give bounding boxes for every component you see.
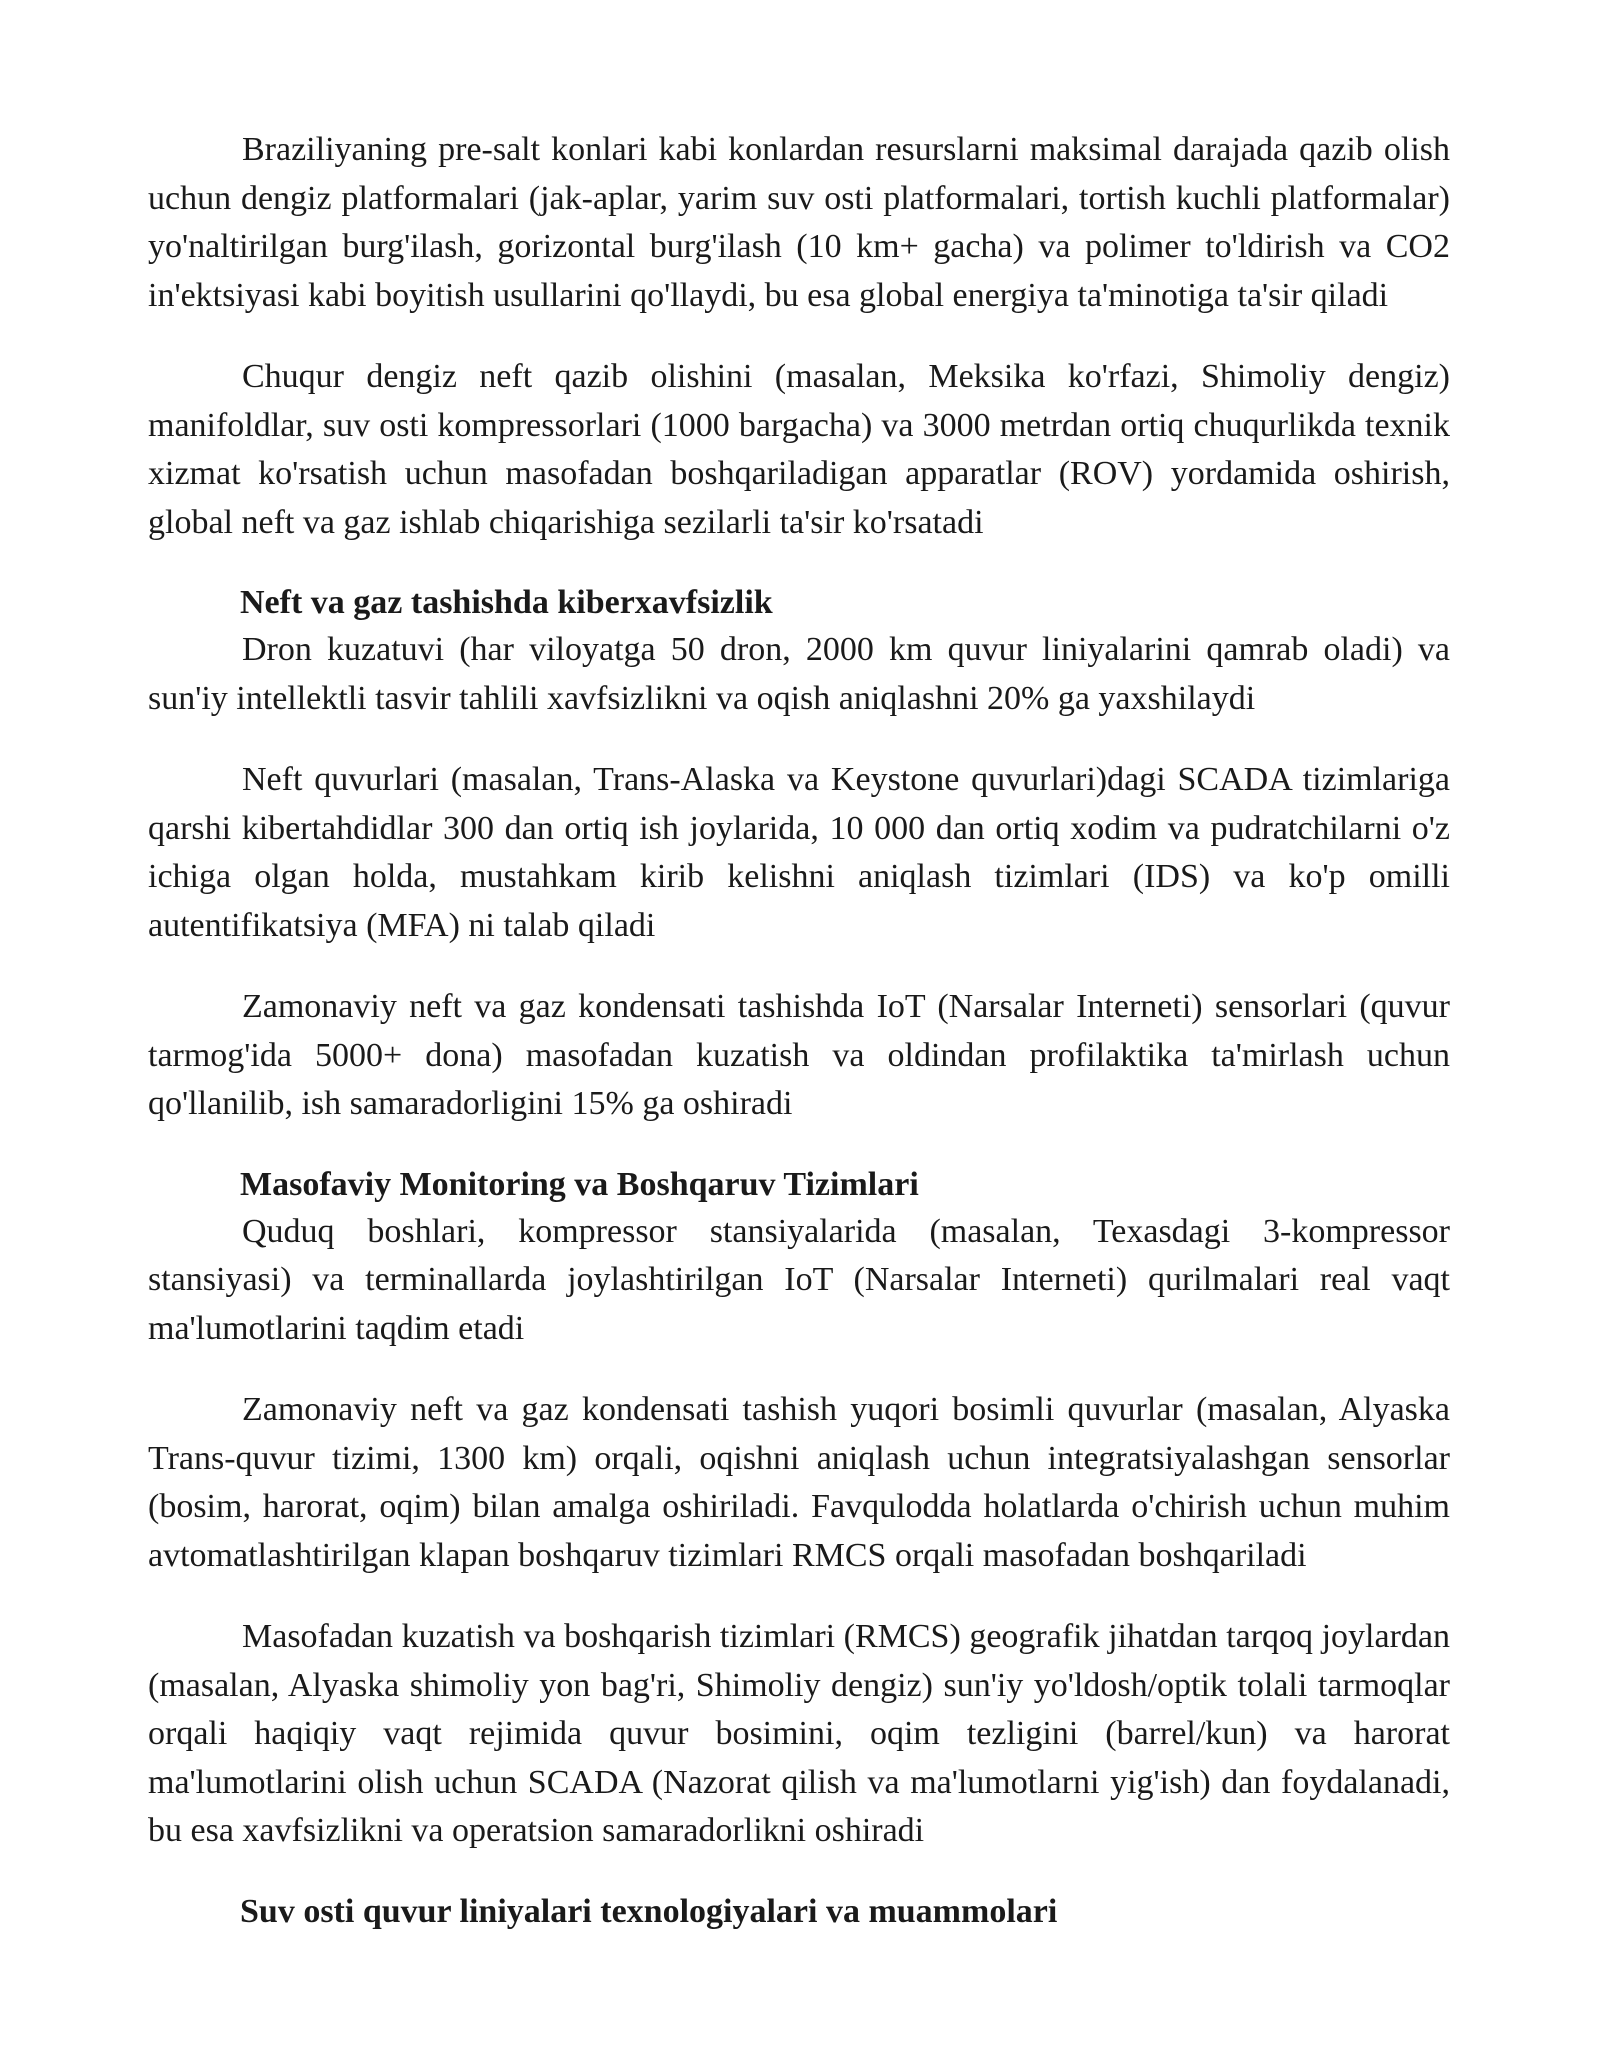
paragraph: Quduq boshlari, kompressor stansiyalarida (masalan, Texasdagi 3-kompressor stansiyasi) va terminallarda joylashtirilgan IoT (Narsalar Interneti) qurilmalari real vaqt ma'lumotlarini taqdim etadi xyxy=(148,1212,1450,1347)
paragraph: Neft quvurlari (masalan, Trans-Alaska va Keystone quvurlari)dagi SCADA tizimlariga qarshi kibertahdidlar 300 dan ortiq ish joylarida, 10 000 dan ortiq xodim va pudratchilarni o'z ichiga olgan holda, mustahkam kirib kelishni aniqlash tizimlari (IDS) va ko'p omilli autentifikatsiya (MFA) ni talab qiladi xyxy=(148,761,1450,944)
paragraph: Chuqur dengiz neft qazib olishini (masalan, Meksika ko'rfazi, Shimoliy dengiz) manifoldlar, suv osti kompressorlari (1000 bargacha) va 3000 metrdan ortiq chuqurlikda texnik xizmat ko'rsatish uchun masofadan boshqariladigan apparatlar (ROV) yordamida oshirish, global neft va gaz ishlab chiqarishiga sezilarli ta'sir ko'rsatadi xyxy=(148,358,1450,541)
paragraph: Dron kuzatuvi (har viloyatga 50 dron, 2000 km quvur liniyalarini qamrab oladi) va sun'iy intellektli tasvir tahlili xavfsizlikni va oqish aniqlashni 20% ga yaxshilaydi xyxy=(148,631,1450,717)
section-heading: Masofaviy Monitoring va Boshqaruv Tizimlari xyxy=(240,1165,919,1203)
paragraph: Zamonaviy neft va gaz kondensati tashishda IoT (Narsalar Interneti) sensorlari (quvur tarmog'ida 5000+ dona) masofadan kuzatish va oldindan profilaktika ta'mirlash uchun qo'llanilib, ish samaradorligini 15% ga oshiradi xyxy=(148,988,1450,1122)
document-page xyxy=(148,126,1450,1935)
section-heading: Suv osti quvur liniyalari texnologiyalari va muammolari xyxy=(240,1892,1058,1930)
paragraph: Braziliyaning pre-salt konlari kabi konlardan resurslarni maksimal darajada qazib olish uchun dengiz platformalari (jak-aplar, yarim suv osti platformalari, tortish kuchli platformalar) yo'naltirilgan burg'ilash, gorizontal burg'ilash (10 km+ gacha) va polimer to'ldirish va CO2 in'ektsiyasi kabi boyitish usullarini qo'llaydi, bu esa global energiya ta'minotiga ta'sir qiladi xyxy=(148,131,1450,314)
paragraph: Masofadan kuzatish va boshqarish tizimlari (RMCS) geografik jihatdan tarqoq joylardan (masalan, Alyaska shimoliy yon bag'ri, Shimoliy dengiz) sun'iy yo'ldosh/optik tolali tarmoqlar orqali haqiqiy vaqt rejimida quvur bosimini, oqim tezligini (barrel/kun) va harorat ma'lumotlarini olish uchun SCADA (Nazorat qilish va ma'lumotlarni yig'ish) dan foydalanadi, bu esa xavfsizlikni va operatsion samaradorlikni oshiradi xyxy=(148,1618,1450,1849)
paragraph: Zamonaviy neft va gaz kondensati tashish yuqori bosimli quvurlar (masalan, Alyaska Trans-quvur tizimi, 1300 km) orqali, oqishni aniqlash uchun integratsiyalashgan sensorlar (bosim, harorat, oqim) bilan amalga oshiriladi. Favqulodda holatlarda o'chirish uchun muhim avtomatlashtirilgan klapan boshqaruv tizimlari RMCS orqali masofadan boshqariladi xyxy=(148,1391,1450,1574)
section-heading: Neft va gaz tashishda kiberxavfsizlik xyxy=(240,584,773,621)
